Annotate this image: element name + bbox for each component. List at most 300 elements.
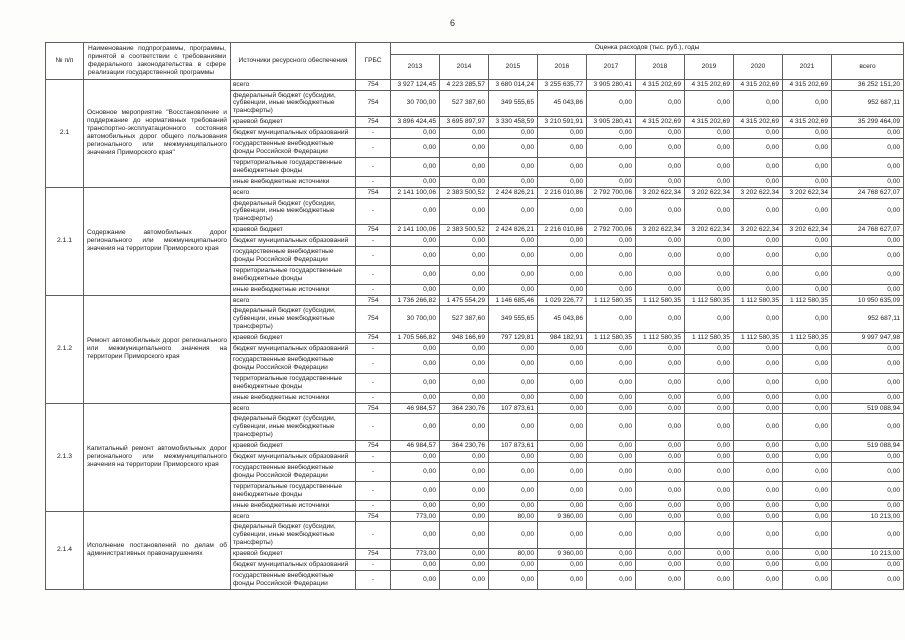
section-number: 2.1.4 bbox=[46, 511, 84, 589]
value-cell: 2 792 700,06 bbox=[587, 225, 636, 236]
value-cell: 2 141 100,06 bbox=[391, 225, 440, 236]
value-cell: 1 112 580,35 bbox=[636, 333, 685, 344]
source-cell: федеральный бюджет (субсидии, субвенции, иные межбюджетные трансферты) bbox=[231, 306, 356, 333]
value-cell: 0,00 bbox=[538, 344, 587, 355]
grbs-cell: 754 bbox=[356, 333, 391, 344]
grbs-cell: - bbox=[356, 247, 391, 266]
value-cell: 0,00 bbox=[587, 236, 636, 247]
grbs-cell: 754 bbox=[356, 441, 391, 452]
grbs-cell: - bbox=[356, 392, 391, 403]
grbs-cell: - bbox=[356, 176, 391, 187]
section-number: 2.1.3 bbox=[46, 403, 84, 511]
value-cell: 0,00 bbox=[685, 306, 734, 333]
value-cell: 0,00 bbox=[440, 176, 489, 187]
value-cell: 0,00 bbox=[734, 265, 783, 284]
value-cell: 1 112 580,35 bbox=[783, 333, 832, 344]
table-row bbox=[46, 403, 904, 414]
value-cell: 0,00 bbox=[391, 176, 440, 187]
value-cell: 0,00 bbox=[391, 198, 440, 225]
grbs-cell: - bbox=[356, 236, 391, 247]
value-cell: 0,00 bbox=[489, 176, 538, 187]
value-cell: 0,00 bbox=[636, 157, 685, 176]
value-cell: 0,00 bbox=[783, 306, 832, 333]
value-cell: 0,00 bbox=[489, 392, 538, 403]
value-cell: 0,00 bbox=[391, 373, 440, 392]
value-cell: 0,00 bbox=[783, 157, 832, 176]
value-cell: 1 736 266,82 bbox=[391, 295, 440, 306]
value-cell: 0,00 bbox=[685, 560, 734, 571]
value-cell: 0,00 bbox=[587, 265, 636, 284]
value-cell: 0,00 bbox=[440, 139, 489, 158]
value-cell: 0,00 bbox=[783, 139, 832, 158]
value-cell: 0,00 bbox=[783, 452, 832, 463]
value-cell: 1 112 580,35 bbox=[734, 295, 783, 306]
value-cell: 0,00 bbox=[391, 570, 440, 589]
value-cell: 0,00 bbox=[489, 373, 538, 392]
value-cell: 0,00 bbox=[587, 355, 636, 374]
value-cell: 0,00 bbox=[440, 247, 489, 266]
value-cell: 0,00 bbox=[783, 392, 832, 403]
value-cell: 0,00 bbox=[636, 549, 685, 560]
value-cell: 10 213,00 bbox=[832, 549, 904, 560]
value-cell: 0,00 bbox=[734, 414, 783, 441]
header-year-2019: 2019 bbox=[685, 54, 734, 79]
value-cell: 0,00 bbox=[636, 403, 685, 414]
value-cell: 3 896 424,45 bbox=[391, 117, 440, 128]
value-cell: 0,00 bbox=[538, 247, 587, 266]
value-cell: 0,00 bbox=[587, 373, 636, 392]
value-cell: 0,00 bbox=[685, 403, 734, 414]
value-cell: 0,00 bbox=[685, 90, 734, 117]
value-cell: 0,00 bbox=[587, 344, 636, 355]
value-cell: 0,00 bbox=[783, 549, 832, 560]
value-cell: 3 202 622,34 bbox=[685, 225, 734, 236]
value-cell: 4 315 202,69 bbox=[636, 117, 685, 128]
value-cell: 0,00 bbox=[783, 570, 832, 589]
value-cell: 0,00 bbox=[783, 522, 832, 549]
source-cell: краевой бюджет bbox=[231, 117, 356, 128]
value-cell: 0,00 bbox=[587, 198, 636, 225]
value-cell: 0,00 bbox=[734, 500, 783, 511]
value-cell: 0,00 bbox=[636, 392, 685, 403]
value-cell: 1 112 580,35 bbox=[587, 333, 636, 344]
value-cell: 0,00 bbox=[783, 414, 832, 441]
value-cell: 0,00 bbox=[538, 139, 587, 158]
value-cell: 0,00 bbox=[734, 549, 783, 560]
source-cell: федеральный бюджет (субсидии, субвенции, иные межбюджетные трансферты) bbox=[231, 90, 356, 117]
value-cell: 0,00 bbox=[489, 355, 538, 374]
value-cell: 3 202 622,34 bbox=[734, 187, 783, 198]
value-cell: 0,00 bbox=[685, 355, 734, 374]
table-header bbox=[46, 43, 904, 80]
grbs-cell: - bbox=[356, 284, 391, 295]
value-cell: 948 166,69 bbox=[440, 333, 489, 344]
value-cell: 0,00 bbox=[440, 344, 489, 355]
value-cell: 0,00 bbox=[391, 236, 440, 247]
source-cell: государственные внебюджетные фонды Российской Федерации bbox=[231, 570, 356, 589]
value-cell: 30 700,00 bbox=[391, 90, 440, 117]
source-cell: федеральный бюджет (субсидии, субвенции, иные межбюджетные трансферты) bbox=[231, 522, 356, 549]
value-cell: 1 029 226,77 bbox=[538, 295, 587, 306]
value-cell: 2 383 500,52 bbox=[440, 187, 489, 198]
value-cell: 527 387,60 bbox=[440, 306, 489, 333]
value-cell: 0,00 bbox=[636, 481, 685, 500]
value-cell: 0,00 bbox=[440, 570, 489, 589]
value-cell: 0,00 bbox=[685, 176, 734, 187]
grbs-cell: - bbox=[356, 500, 391, 511]
value-cell: 0,00 bbox=[832, 128, 904, 139]
value-cell: 0,00 bbox=[636, 355, 685, 374]
value-cell: 3 202 622,34 bbox=[783, 225, 832, 236]
value-cell: 0,00 bbox=[538, 176, 587, 187]
value-cell: 0,00 bbox=[440, 128, 489, 139]
value-cell: 0,00 bbox=[587, 157, 636, 176]
value-cell: 3 202 622,34 bbox=[685, 187, 734, 198]
grbs-cell: 754 bbox=[356, 295, 391, 306]
source-cell: территориальные государственные внебюджетные фонды bbox=[231, 265, 356, 284]
grbs-cell: - bbox=[356, 344, 391, 355]
value-cell: 107 873,61 bbox=[489, 441, 538, 452]
grbs-cell: - bbox=[356, 570, 391, 589]
value-cell: 0,00 bbox=[734, 128, 783, 139]
value-cell: 519 088,94 bbox=[832, 441, 904, 452]
value-cell: 0,00 bbox=[489, 236, 538, 247]
table-row bbox=[46, 79, 904, 90]
value-cell: 0,00 bbox=[685, 373, 734, 392]
value-cell: 0,00 bbox=[636, 128, 685, 139]
value-cell: 0,00 bbox=[440, 265, 489, 284]
value-cell: 0,00 bbox=[538, 284, 587, 295]
value-cell: 0,00 bbox=[587, 511, 636, 522]
header-year-2015: 2015 bbox=[489, 54, 538, 79]
value-cell: 4 223 285,57 bbox=[440, 79, 489, 90]
value-cell: 1 146 685,46 bbox=[489, 295, 538, 306]
value-cell: 3 905 280,41 bbox=[587, 79, 636, 90]
value-cell: 0,00 bbox=[538, 452, 587, 463]
value-cell: 0,00 bbox=[685, 452, 734, 463]
value-cell: 0,00 bbox=[440, 198, 489, 225]
value-cell: 0,00 bbox=[440, 560, 489, 571]
value-cell: 0,00 bbox=[636, 139, 685, 158]
source-cell: государственные внебюджетные фонды Российской Федерации bbox=[231, 462, 356, 481]
value-cell: 0,00 bbox=[636, 198, 685, 225]
header-num: № п/п bbox=[46, 43, 84, 80]
value-cell: 30 700,00 bbox=[391, 306, 440, 333]
header-year-2014: 2014 bbox=[440, 54, 489, 79]
value-cell: 0,00 bbox=[832, 355, 904, 374]
section-number: 2.1 bbox=[46, 79, 84, 187]
value-cell: 0,00 bbox=[538, 522, 587, 549]
value-cell: 797 129,81 bbox=[489, 333, 538, 344]
value-cell: 0,00 bbox=[489, 560, 538, 571]
grbs-cell: - bbox=[356, 128, 391, 139]
header-year-2013: 2013 bbox=[391, 54, 440, 79]
value-cell: 0,00 bbox=[440, 355, 489, 374]
source-cell: краевой бюджет bbox=[231, 333, 356, 344]
value-cell: 952 687,11 bbox=[832, 90, 904, 117]
grbs-cell: - bbox=[356, 139, 391, 158]
value-cell: 0,00 bbox=[734, 441, 783, 452]
value-cell: 0,00 bbox=[783, 236, 832, 247]
value-cell: 4 315 202,69 bbox=[783, 117, 832, 128]
value-cell: 0,00 bbox=[440, 373, 489, 392]
value-cell: 0,00 bbox=[734, 511, 783, 522]
grbs-cell: - bbox=[356, 373, 391, 392]
source-cell: бюджет муниципальных образований bbox=[231, 344, 356, 355]
value-cell: 2 216 010,86 bbox=[538, 225, 587, 236]
value-cell: 0,00 bbox=[538, 403, 587, 414]
value-cell: 9 360,00 bbox=[538, 549, 587, 560]
section-name: Капитальный ремонт автомобильных дорог регионального или межмуниципального значения на территории Приморского края bbox=[84, 403, 231, 511]
value-cell: 0,00 bbox=[440, 236, 489, 247]
value-cell: 0,00 bbox=[489, 139, 538, 158]
value-cell: 0,00 bbox=[832, 560, 904, 571]
value-cell: 24 768 627,07 bbox=[832, 225, 904, 236]
value-cell: 0,00 bbox=[636, 560, 685, 571]
section-number: 2.1.1 bbox=[46, 187, 84, 295]
source-cell: всего bbox=[231, 511, 356, 522]
value-cell: 35 299 464,09 bbox=[832, 117, 904, 128]
value-cell: 0,00 bbox=[734, 90, 783, 117]
value-cell: 0,00 bbox=[783, 128, 832, 139]
value-cell: 0,00 bbox=[832, 570, 904, 589]
header-year-2016: 2016 bbox=[538, 54, 587, 79]
value-cell: 0,00 bbox=[685, 265, 734, 284]
value-cell: 0,00 bbox=[587, 522, 636, 549]
table-row bbox=[46, 511, 904, 522]
source-cell: краевой бюджет bbox=[231, 549, 356, 560]
value-cell: 4 315 202,69 bbox=[685, 79, 734, 90]
value-cell: 0,00 bbox=[832, 176, 904, 187]
value-cell: 0,00 bbox=[685, 500, 734, 511]
value-cell: 0,00 bbox=[685, 570, 734, 589]
page-number: 6 bbox=[449, 18, 455, 28]
value-cell: 0,00 bbox=[489, 462, 538, 481]
value-cell: 0,00 bbox=[783, 247, 832, 266]
value-cell: 0,00 bbox=[832, 284, 904, 295]
value-cell: 0,00 bbox=[783, 198, 832, 225]
value-cell: 24 768 627,07 bbox=[832, 187, 904, 198]
value-cell: 0,00 bbox=[391, 355, 440, 374]
value-cell: 364 230,76 bbox=[440, 403, 489, 414]
value-cell: 0,00 bbox=[636, 247, 685, 266]
section-name: Исполнение постановлений по делам об административных правонарушениях bbox=[84, 511, 231, 589]
value-cell: 0,00 bbox=[734, 452, 783, 463]
value-cell: 0,00 bbox=[734, 284, 783, 295]
value-cell: 4 315 202,69 bbox=[734, 117, 783, 128]
value-cell: 349 555,65 bbox=[489, 90, 538, 117]
value-cell: 0,00 bbox=[783, 176, 832, 187]
value-cell: 3 927 124,45 bbox=[391, 79, 440, 90]
grbs-cell: - bbox=[356, 355, 391, 374]
value-cell: 10 213,00 bbox=[832, 511, 904, 522]
value-cell: 0,00 bbox=[489, 500, 538, 511]
value-cell: 0,00 bbox=[391, 265, 440, 284]
grbs-cell: - bbox=[356, 481, 391, 500]
value-cell: 0,00 bbox=[783, 373, 832, 392]
value-cell: 0,00 bbox=[832, 247, 904, 266]
value-cell: 0,00 bbox=[391, 462, 440, 481]
value-cell: 0,00 bbox=[489, 414, 538, 441]
value-cell: 0,00 bbox=[538, 392, 587, 403]
value-cell: 0,00 bbox=[734, 247, 783, 266]
value-cell: 46 984,57 bbox=[391, 403, 440, 414]
value-cell: 349 555,65 bbox=[489, 306, 538, 333]
value-cell: 0,00 bbox=[734, 560, 783, 571]
value-cell: 0,00 bbox=[636, 441, 685, 452]
value-cell: 3 210 591,91 bbox=[538, 117, 587, 128]
source-cell: всего bbox=[231, 295, 356, 306]
value-cell: 0,00 bbox=[685, 481, 734, 500]
value-cell: 3 202 622,34 bbox=[783, 187, 832, 198]
value-cell: 0,00 bbox=[489, 570, 538, 589]
value-cell: 9 360,00 bbox=[538, 511, 587, 522]
value-cell: 0,00 bbox=[538, 462, 587, 481]
value-cell: 527 387,60 bbox=[440, 90, 489, 117]
section-name: Основное мероприятие "Восстановление и поддержание до нормативных требований транспортно-эксплуатационного состояния автомобильных дорог общего пользования регионального или межмуниципального значения Приморского края" bbox=[84, 79, 231, 187]
value-cell: 0,00 bbox=[832, 414, 904, 441]
value-cell: 952 687,11 bbox=[832, 306, 904, 333]
value-cell: 0,00 bbox=[832, 344, 904, 355]
value-cell: 10 950 635,09 bbox=[832, 295, 904, 306]
header-estimate: Оценка расходов (тыс. руб.), годы bbox=[391, 43, 904, 55]
value-cell: 0,00 bbox=[538, 373, 587, 392]
grbs-cell: - bbox=[356, 157, 391, 176]
grbs-cell: 754 bbox=[356, 187, 391, 198]
value-cell: 0,00 bbox=[685, 522, 734, 549]
value-cell: 0,00 bbox=[538, 441, 587, 452]
value-cell: 0,00 bbox=[587, 128, 636, 139]
header-name: Наименование подпрограммы, программы, принятой в соответствии с требованиями федерального законодательства в сфере реализации государственной программы bbox=[84, 43, 231, 80]
value-cell: 0,00 bbox=[734, 403, 783, 414]
value-cell: 0,00 bbox=[587, 414, 636, 441]
source-cell: государственные внебюджетные фонды Российской Федерации bbox=[231, 355, 356, 374]
value-cell: 2 141 100,06 bbox=[391, 187, 440, 198]
value-cell: 0,00 bbox=[636, 90, 685, 117]
value-cell: 0,00 bbox=[783, 500, 832, 511]
value-cell: 1 112 580,35 bbox=[636, 295, 685, 306]
value-cell: 0,00 bbox=[783, 462, 832, 481]
value-cell: 0,00 bbox=[587, 403, 636, 414]
value-cell: 3 202 622,34 bbox=[636, 225, 685, 236]
value-cell: 0,00 bbox=[440, 392, 489, 403]
value-cell: 0,00 bbox=[636, 284, 685, 295]
value-cell: 45 043,86 bbox=[538, 90, 587, 117]
value-cell: 0,00 bbox=[636, 570, 685, 589]
value-cell: 0,00 bbox=[391, 452, 440, 463]
value-cell: 0,00 bbox=[636, 414, 685, 441]
value-cell: 0,00 bbox=[734, 236, 783, 247]
source-cell: всего bbox=[231, 187, 356, 198]
source-cell: федеральный бюджет (субсидии, субвенции, иные межбюджетные трансферты) bbox=[231, 198, 356, 225]
header-year-2017: 2017 bbox=[587, 54, 636, 79]
value-cell: 80,00 bbox=[489, 549, 538, 560]
section-name: Ремонт автомобильных дорог регионального или межмуниципального значения на территории Приморского края bbox=[84, 295, 231, 403]
value-cell: 0,00 bbox=[538, 265, 587, 284]
value-cell: 3 680 014,24 bbox=[489, 79, 538, 90]
source-cell: бюджет муниципальных образований bbox=[231, 236, 356, 247]
header-year-2021: 2021 bbox=[783, 54, 832, 79]
value-cell: 0,00 bbox=[685, 511, 734, 522]
grbs-cell: 754 bbox=[356, 306, 391, 333]
value-cell: 0,00 bbox=[587, 570, 636, 589]
source-cell: государственные внебюджетные фонды Российской Федерации bbox=[231, 247, 356, 266]
value-cell: 0,00 bbox=[783, 403, 832, 414]
value-cell: 0,00 bbox=[489, 284, 538, 295]
value-cell: 0,00 bbox=[685, 198, 734, 225]
value-cell: 0,00 bbox=[832, 373, 904, 392]
value-cell: 0,00 bbox=[734, 373, 783, 392]
value-cell: 3 905 280,41 bbox=[587, 117, 636, 128]
value-cell: 0,00 bbox=[783, 344, 832, 355]
value-cell: 0,00 bbox=[636, 344, 685, 355]
source-cell: всего bbox=[231, 79, 356, 90]
value-cell: 0,00 bbox=[783, 355, 832, 374]
value-cell: 0,00 bbox=[636, 511, 685, 522]
value-cell: 4 315 202,69 bbox=[636, 79, 685, 90]
value-cell: 0,00 bbox=[538, 481, 587, 500]
table-row bbox=[46, 295, 904, 306]
value-cell: 0,00 bbox=[391, 500, 440, 511]
source-cell: государственные внебюджетные фонды Российской Федерации bbox=[231, 139, 356, 158]
value-cell: 0,00 bbox=[636, 265, 685, 284]
value-cell: 0,00 bbox=[489, 247, 538, 266]
source-cell: иные внебюджетные источники bbox=[231, 500, 356, 511]
value-cell: 519 088,94 bbox=[832, 403, 904, 414]
value-cell: 0,00 bbox=[391, 560, 440, 571]
value-cell: 0,00 bbox=[440, 414, 489, 441]
value-cell: 0,00 bbox=[440, 284, 489, 295]
source-cell: краевой бюджет bbox=[231, 225, 356, 236]
value-cell: 0,00 bbox=[440, 452, 489, 463]
value-cell: 0,00 bbox=[734, 306, 783, 333]
source-cell: территориальные государственные внебюджетные фонды bbox=[231, 157, 356, 176]
value-cell: 0,00 bbox=[538, 157, 587, 176]
value-cell: 0,00 bbox=[587, 284, 636, 295]
header-year-всего: всего bbox=[832, 54, 904, 79]
value-cell: 0,00 bbox=[685, 247, 734, 266]
value-cell: 364 230,76 bbox=[440, 441, 489, 452]
source-cell: территориальные государственные внебюджетные фонды bbox=[231, 373, 356, 392]
value-cell: 0,00 bbox=[734, 198, 783, 225]
value-cell: 1 705 566,82 bbox=[391, 333, 440, 344]
source-cell: иные внебюджетные источники bbox=[231, 392, 356, 403]
value-cell: 9 997 947,98 bbox=[832, 333, 904, 344]
value-cell: 0,00 bbox=[391, 392, 440, 403]
value-cell: 0,00 bbox=[538, 355, 587, 374]
value-cell: 2 424 826,21 bbox=[489, 187, 538, 198]
value-cell: 0,00 bbox=[783, 265, 832, 284]
value-cell: 0,00 bbox=[538, 560, 587, 571]
value-cell: 0,00 bbox=[636, 176, 685, 187]
value-cell: 0,00 bbox=[587, 90, 636, 117]
value-cell: 0,00 bbox=[734, 139, 783, 158]
value-cell: 0,00 bbox=[783, 511, 832, 522]
value-cell: 0,00 bbox=[391, 128, 440, 139]
grbs-cell: 754 bbox=[356, 117, 391, 128]
value-cell: 3 202 622,34 bbox=[636, 187, 685, 198]
value-cell: 773,00 bbox=[391, 549, 440, 560]
grbs-cell: - bbox=[356, 462, 391, 481]
value-cell: 2 216 010,86 bbox=[538, 187, 587, 198]
value-cell: 0,00 bbox=[734, 344, 783, 355]
value-cell: 0,00 bbox=[538, 500, 587, 511]
value-cell: 0,00 bbox=[783, 441, 832, 452]
source-cell: территориальные государственные внебюджетные фонды bbox=[231, 481, 356, 500]
grbs-cell: 754 bbox=[356, 403, 391, 414]
grbs-cell: - bbox=[356, 560, 391, 571]
budget-table bbox=[45, 42, 904, 590]
